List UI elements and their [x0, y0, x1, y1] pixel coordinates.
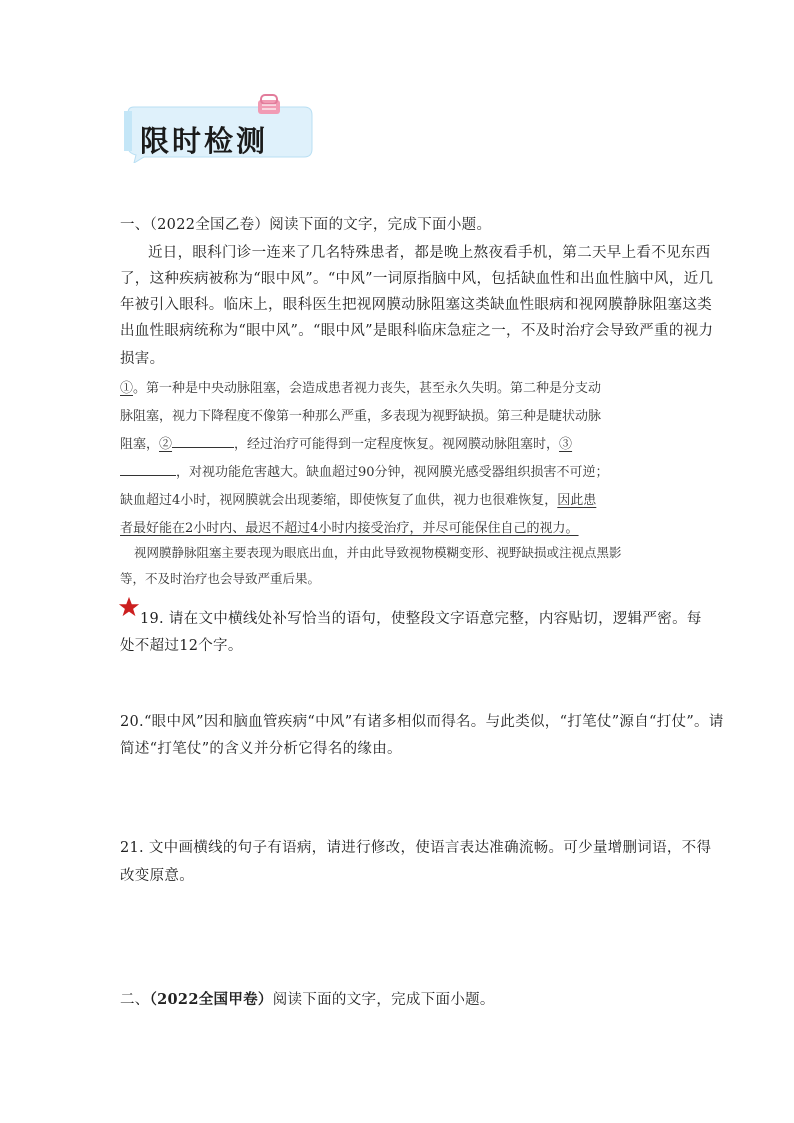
section2-header [120, 988, 495, 1009]
para2-text: 阻塞， [120, 437, 160, 452]
para3-line: 等，不及时治疗也会导致严重后果。 [120, 571, 321, 586]
para2-text: ，经过治疗可能得到一定程度恢复。视网膜动脉阻塞时， [234, 437, 560, 452]
question-21-cont: 改变原意。 [120, 868, 194, 884]
underlined-sentence: 者最好能在2小时内、最迟不超过4小时内接受治疗，并尽可能保住自己的视力。 [120, 521, 579, 536]
para1-line: 近日，眼科门诊一连来了几名特殊患者，都是晚上熬夜看手机，第二天早上看不见东西 [148, 245, 711, 261]
question-19: 19. 请在文中横线处补写恰当的语句，使整段文字语意完整，内容贴切，逻辑严密。每 [140, 611, 702, 627]
title-banner [124, 103, 316, 163]
para1-line: 损害。 [120, 351, 165, 367]
section2-prefix: 二、 [120, 992, 150, 1008]
para2-text: 。第一种是中央动脉阻塞，会造成患者视力丧失，甚至永久失明。第二种是分支动 [133, 381, 602, 396]
para2-line [120, 433, 572, 452]
para2-line [120, 377, 601, 396]
para2-text: 缺血超过4小时，视网膜就会出现萎缩，即使恢复了血供，视力也很难恢复， [120, 493, 558, 508]
question-19-cont: 处不超过12个字。 [120, 638, 243, 654]
underlined-sentence: 因此患 [557, 493, 597, 508]
para2-text: ，对视功能危害越大。缺血超过90分钟，视网膜光感受器组织损害不可逆； [176, 465, 609, 480]
section2-source: （2022全国甲卷） [149, 991, 273, 1008]
para1-line: 年被引入眼科。临床上，眼科医生把视网膜动脉阻塞这类缺血性眼病和视网膜静脉阻塞这类 [120, 297, 712, 313]
para2-line [120, 517, 579, 536]
para2-line [120, 461, 609, 480]
para2-line: 脉阻塞，视力下降程度不像第一种那么严重，多表现为视野缺损。第三种是睫状动脉 [120, 409, 602, 424]
answer-blank-3[interactable] [120, 461, 176, 476]
answer-blank-2[interactable] [172, 433, 234, 448]
para2-line [120, 489, 596, 508]
page-title: 限时检测 [140, 124, 269, 158]
paper-clip-icon [252, 92, 284, 120]
section1-header: 一、（2022全国乙卷）阅读下面的文字，完成下面小题。 [120, 217, 492, 233]
blank-marker-1: ① [120, 381, 134, 396]
para1-line: 了，这种疾病被称为“眼中风”。“中风”一词原指脑中风，包括缺血性和出血性脑中风，近几 [120, 271, 714, 287]
section2-instruction: 阅读下面的文字，完成下面小题。 [272, 992, 495, 1008]
blank-marker-2: ② [159, 437, 173, 452]
blank-marker-3: ③ [559, 437, 573, 452]
question-21: 21. 文中画横线的句子有语病，请进行修改，使语言表达准确流畅。可少量增删词语，不得 [120, 840, 712, 856]
question-20: 20.“眼中风”因和脑血管疾病“中风”有诸多相似而得名。与此类似，“打笔仗”源自“打仗”。请 [120, 714, 724, 730]
para1-line: 出血性眼病统称为“眼中风”。“眼中风”是眼科临床急症之一，不及时治疗会导致严重的视力 [120, 323, 714, 339]
star-icon [118, 596, 140, 618]
question-20-cont: 简述“打笔仗”的含义并分析它得名的缘由。 [120, 741, 402, 757]
para3-line: 视网膜静脉阻塞主要表现为眼底出血，并由此导致视物模糊变形、视野缺损或注视点黑影 [134, 545, 622, 560]
